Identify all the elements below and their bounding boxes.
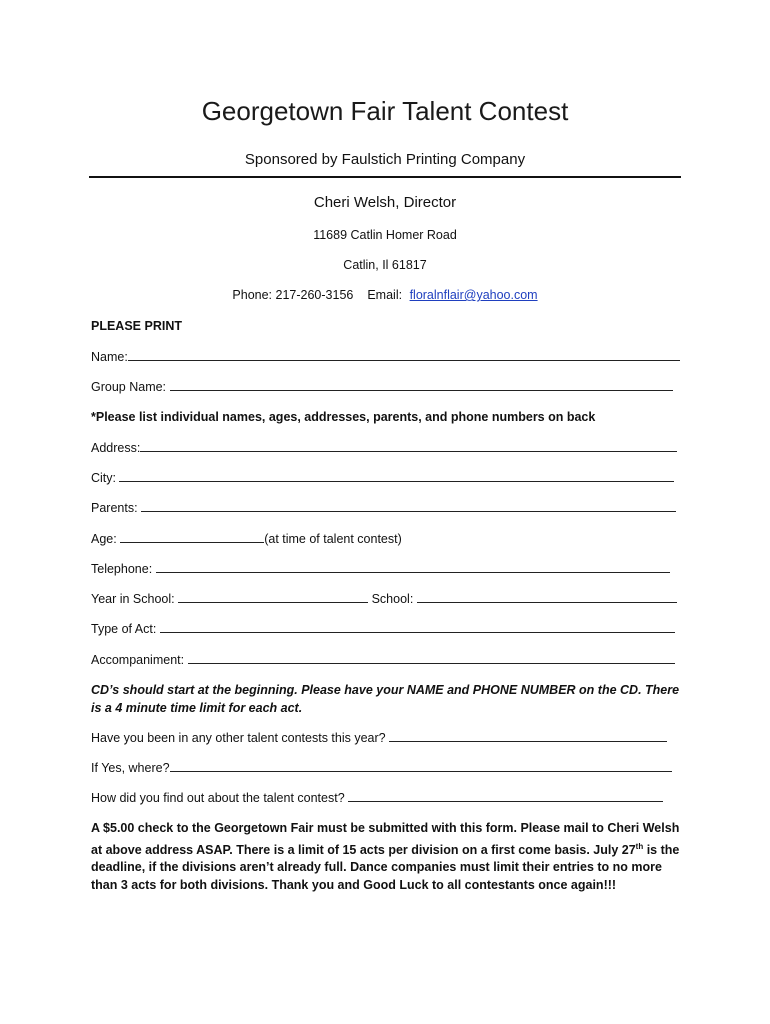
cd-instructions: CD’s should start at the beginning. Please have your NAME and PHONE NUMBER on the CD. There is a 4 minute time limit for each act.: [91, 683, 680, 715]
year-label: Year in School:: [91, 592, 175, 606]
submission-text-start: A $5.00 check to the Georgetown Fair must be submitted with this form. Please mail to Cheri Welsh at above address ASAP. There is a limit of 15 acts per division on a first come basis. July 27: [91, 821, 680, 857]
sponsor-line: Sponsored by Faulstich Printing Company: [244, 151, 526, 168]
group-field[interactable]: [170, 379, 673, 391]
submission-text-end: is the deadline, if the divisions aren’t already full. Dance companies must limit their entries to no more than 3 acts for both divisions. Thank you and Good Luck to all contestants once again!!!: [91, 842, 680, 892]
city-label: City:: [91, 471, 116, 485]
other-contests-row: [91, 730, 667, 745]
if-yes-label: If Yes, where?: [91, 761, 170, 775]
year-field[interactable]: [178, 591, 368, 603]
address-city: Catlin, Il 61817: [343, 258, 427, 272]
find-out-field[interactable]: [348, 790, 663, 802]
header-divider: [89, 176, 681, 178]
accompaniment-row: [91, 652, 675, 667]
contact-line: [0, 288, 770, 302]
address-field[interactable]: [140, 440, 677, 452]
age-row: [91, 531, 402, 546]
age-note: (at time of talent contest): [264, 532, 402, 546]
telephone-field[interactable]: [156, 561, 670, 573]
act-row: [91, 621, 675, 636]
group-label: Group Name:: [91, 380, 167, 394]
address-label: Address:: [91, 441, 141, 455]
address-row: [91, 440, 677, 455]
parents-row: [91, 500, 676, 515]
email-label: Email:: [367, 288, 403, 302]
act-label: Type of Act:: [91, 622, 157, 636]
telephone-row: [91, 561, 670, 576]
if-yes-row: [91, 760, 672, 775]
school-label: School:: [371, 592, 414, 606]
name-field[interactable]: [128, 349, 680, 361]
phone-text: Phone: 217-260-3156: [232, 288, 354, 302]
parents-label: Parents:: [91, 501, 138, 515]
city-field[interactable]: [119, 470, 674, 482]
parents-field[interactable]: [141, 500, 676, 512]
name-row: [91, 349, 680, 364]
accompaniment-field[interactable]: [188, 652, 675, 664]
school-field[interactable]: [417, 591, 677, 603]
name-label: Name:: [91, 350, 128, 364]
if-yes-field[interactable]: [170, 760, 672, 772]
submission-instructions: [91, 820, 691, 894]
group-row: [91, 379, 673, 394]
accompaniment-label: Accompaniment:: [91, 653, 185, 667]
age-label: Age:: [91, 532, 117, 546]
back-instruction: *Please list individual names, ages, addresses, parents, and phone numbers on back: [91, 410, 596, 424]
please-print-heading: PLEASE PRINT: [91, 319, 182, 333]
age-field[interactable]: [120, 531, 264, 543]
find-out-label: How did you find out about the talent contest?: [91, 791, 345, 805]
director-line: Cheri Welsh, Director: [313, 194, 457, 211]
telephone-label: Telephone:: [91, 562, 153, 576]
address-street: 11689 Catlin Homer Road: [313, 228, 457, 242]
school-row: [91, 591, 677, 606]
date-superscript: th: [635, 841, 644, 851]
find-out-row: [91, 790, 663, 805]
act-field[interactable]: [160, 621, 675, 633]
other-contests-label: Have you been in any other talent contests this year?: [91, 731, 386, 745]
page-title: Georgetown Fair Talent Contest: [201, 96, 569, 126]
other-contests-field[interactable]: [389, 730, 667, 742]
email-link[interactable]: floralnflair@yahoo.com: [409, 288, 538, 302]
city-row: [91, 470, 674, 485]
